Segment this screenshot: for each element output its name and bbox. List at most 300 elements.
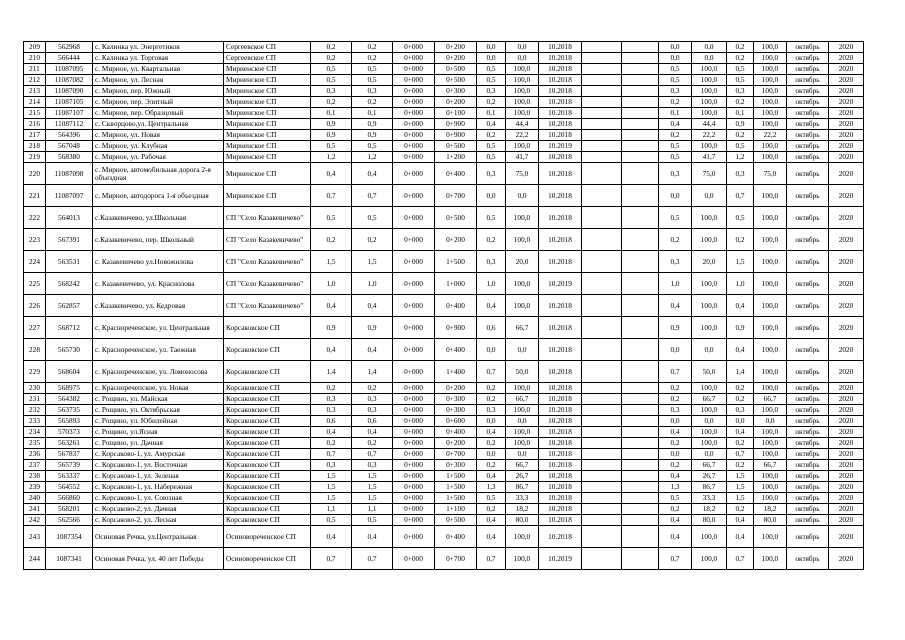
cell-percent-b: 100,0	[692, 86, 727, 97]
cell-road-name: с. Калинка ул. Торговая	[93, 53, 224, 64]
cell-value-c: 0,2	[727, 130, 754, 141]
cell-length-km: 0,4	[352, 339, 393, 361]
cell-value-b: 0,3	[659, 405, 692, 416]
cell-percent-a: 100,0	[506, 97, 539, 108]
cell-percent-b: 26,7	[692, 471, 727, 482]
cell-settlement: Корсаковское СП	[224, 383, 311, 394]
cell-row-number: 237	[24, 460, 46, 471]
cell-date: 10.2018	[539, 295, 582, 317]
cell-value-c: 0,5	[727, 207, 754, 229]
cell-percent-c: 100,0	[754, 482, 787, 493]
cell-empty-1	[582, 64, 622, 75]
cell-date: 10.2018	[539, 361, 582, 383]
cell-year: 2020	[829, 97, 864, 108]
cell-length-total: 0,5	[311, 207, 352, 229]
cell-value-a: 0,5	[477, 141, 506, 152]
cell-road-name: с. Корсаково-1, ул. Союзная	[93, 493, 224, 504]
cell-length-km: 0,9	[352, 317, 393, 339]
cell-date: 10.2018	[539, 108, 582, 119]
cell-month: октябрь	[787, 449, 829, 460]
cell-percent-a: 0,0	[506, 339, 539, 361]
cell-row-number: 232	[24, 405, 46, 416]
cell-value-a: 0,2	[477, 383, 506, 394]
table-row	[24, 119, 864, 130]
cell-road-id: 11087095	[46, 64, 93, 75]
cell-empty-1	[582, 251, 622, 273]
cell-percent-b: 100,0	[692, 405, 727, 416]
cell-value-c: 1,5	[727, 493, 754, 504]
cell-month: октябрь	[787, 75, 829, 86]
cell-percent-b: 100,0	[692, 108, 727, 119]
cell-start-km: 0+000	[393, 493, 435, 504]
cell-year: 2020	[829, 471, 864, 482]
cell-percent-c: 100,0	[754, 229, 787, 251]
cell-empty-2	[622, 493, 659, 504]
table-row	[24, 53, 864, 64]
cell-percent-a: 0,0	[506, 449, 539, 460]
cell-length-km: 0,2	[352, 42, 393, 53]
cell-end-km: 0+200	[435, 229, 477, 251]
cell-empty-1	[582, 273, 622, 295]
cell-percent-a: 100,0	[506, 526, 539, 548]
cell-row-number: 215	[24, 108, 46, 119]
cell-date: 10.2019	[539, 273, 582, 295]
cell-percent-c: 66,7	[754, 460, 787, 471]
cell-value-a: 0,5	[477, 152, 506, 163]
cell-end-km: 1+500	[435, 251, 477, 273]
cell-empty-2	[622, 427, 659, 438]
cell-value-b: 0,2	[659, 383, 692, 394]
cell-row-number: 233	[24, 416, 46, 427]
table-row	[24, 86, 864, 97]
cell-end-km: 0+500	[435, 75, 477, 86]
cell-month: октябрь	[787, 295, 829, 317]
cell-percent-b: 0,0	[692, 449, 727, 460]
cell-end-km: 0+900	[435, 317, 477, 339]
cell-road-name: с. Калинка ул. Энергетиков	[93, 42, 224, 53]
cell-empty-1	[582, 163, 622, 185]
cell-value-b: 0,0	[659, 185, 692, 207]
cell-year: 2020	[829, 515, 864, 526]
cell-year: 2020	[829, 86, 864, 97]
cell-percent-c: 80,0	[754, 515, 787, 526]
cell-start-km: 0+000	[393, 207, 435, 229]
table-row	[24, 361, 864, 383]
cell-value-c: 0,5	[727, 75, 754, 86]
cell-road-name: с. Рощино, ул. Майская	[93, 394, 224, 405]
cell-value-a: 0,4	[477, 515, 506, 526]
cell-end-km: 0+200	[435, 438, 477, 449]
cell-year: 2020	[829, 427, 864, 438]
cell-end-km: 0+200	[435, 42, 477, 53]
cell-road-name: с. Мирное, пер. Южный	[93, 86, 224, 97]
cell-year: 2020	[829, 207, 864, 229]
cell-value-a: 0,2	[477, 460, 506, 471]
cell-row-number: 221	[24, 185, 46, 207]
cell-row-number: 213	[24, 86, 46, 97]
cell-empty-1	[582, 361, 622, 383]
cell-row-number: 230	[24, 383, 46, 394]
cell-start-km: 0+000	[393, 515, 435, 526]
cell-empty-2	[622, 317, 659, 339]
table-row	[24, 493, 864, 504]
cell-empty-2	[622, 75, 659, 86]
cell-percent-c: 100,0	[754, 185, 787, 207]
cell-value-a: 0,2	[477, 438, 506, 449]
cell-length-km: 0,9	[352, 119, 393, 130]
cell-value-b: 0,2	[659, 460, 692, 471]
cell-row-number: 228	[24, 339, 46, 361]
cell-length-total: 0,2	[311, 97, 352, 108]
cell-value-c: 1,5	[727, 471, 754, 482]
cell-end-km: 1+100	[435, 504, 477, 515]
cell-percent-a: 100,0	[506, 405, 539, 416]
cell-road-id: 566444	[46, 53, 93, 64]
cell-length-km: 0,3	[352, 405, 393, 416]
cell-date: 10.2018	[539, 163, 582, 185]
cell-empty-1	[582, 526, 622, 548]
cell-road-id: 568975	[46, 383, 93, 394]
cell-value-b: 0,1	[659, 108, 692, 119]
cell-settlement: Корсаковское СП	[224, 471, 311, 482]
cell-empty-2	[622, 405, 659, 416]
cell-road-id: 563735	[46, 405, 93, 416]
cell-percent-a: 0,0	[506, 185, 539, 207]
cell-row-number: 229	[24, 361, 46, 383]
cell-month: октябрь	[787, 185, 829, 207]
cell-percent-b: 100,0	[692, 229, 727, 251]
cell-length-total: 0,3	[311, 394, 352, 405]
cell-value-b: 0,2	[659, 130, 692, 141]
cell-date: 10.2018	[539, 427, 582, 438]
cell-length-km: 0,3	[352, 394, 393, 405]
cell-value-c: 0,5	[727, 64, 754, 75]
cell-value-c: 0,4	[727, 295, 754, 317]
cell-percent-a: 100,0	[506, 207, 539, 229]
cell-percent-b: 66,7	[692, 460, 727, 471]
cell-year: 2020	[829, 438, 864, 449]
cell-road-id: 565739	[46, 460, 93, 471]
cell-empty-1	[582, 119, 622, 130]
cell-month: октябрь	[787, 339, 829, 361]
cell-percent-a: 100,0	[506, 229, 539, 251]
cell-empty-2	[622, 515, 659, 526]
cell-value-c: 0,4	[727, 515, 754, 526]
cell-date: 10.2018	[539, 394, 582, 405]
cell-value-a: 0,0	[477, 416, 506, 427]
cell-value-c: 0,9	[727, 119, 754, 130]
cell-percent-c: 100,0	[754, 207, 787, 229]
table-row	[24, 416, 864, 427]
cell-row-number: 211	[24, 64, 46, 75]
cell-year: 2020	[829, 548, 864, 570]
cell-year: 2020	[829, 141, 864, 152]
cell-empty-1	[582, 394, 622, 405]
cell-empty-1	[582, 53, 622, 64]
cell-road-id: 564552	[46, 482, 93, 493]
cell-year: 2020	[829, 504, 864, 515]
cell-start-km: 0+000	[393, 141, 435, 152]
cell-percent-c: 100,0	[754, 405, 787, 416]
cell-percent-c: 100,0	[754, 526, 787, 548]
cell-length-km: 1,4	[352, 361, 393, 383]
cell-settlement: Корсаковское СП	[224, 504, 311, 515]
cell-month: октябрь	[787, 207, 829, 229]
cell-month: октябрь	[787, 42, 829, 53]
cell-value-c: 0,2	[727, 460, 754, 471]
cell-percent-a: 100,0	[506, 64, 539, 75]
table-row	[24, 75, 864, 86]
cell-empty-2	[622, 361, 659, 383]
cell-month: октябрь	[787, 97, 829, 108]
cell-percent-b: 0,0	[692, 53, 727, 64]
cell-percent-c: 100,0	[754, 42, 787, 53]
cell-value-a: 0,4	[477, 526, 506, 548]
cell-settlement: Мирненское СП	[224, 108, 311, 119]
cell-end-km: 0+500	[435, 207, 477, 229]
cell-month: октябрь	[787, 504, 829, 515]
cell-end-km: 1+400	[435, 361, 477, 383]
cell-length-km: 0,5	[352, 64, 393, 75]
cell-road-name: с. Корсаково-1, ул. Амурская	[93, 449, 224, 460]
cell-length-total: 0,7	[311, 185, 352, 207]
cell-percent-b: 100,0	[692, 273, 727, 295]
table-row	[24, 504, 864, 515]
cell-date: 10.2018	[539, 251, 582, 273]
cell-percent-c: 100,0	[754, 64, 787, 75]
cell-length-km: 0,2	[352, 53, 393, 64]
cell-length-total: 0,2	[311, 229, 352, 251]
cell-percent-b: 0,0	[692, 339, 727, 361]
cell-percent-a: 100,0	[506, 295, 539, 317]
cell-start-km: 0+000	[393, 86, 435, 97]
cell-year: 2020	[829, 75, 864, 86]
cell-road-name: с. Мирное, ул. Квартальная	[93, 64, 224, 75]
table-row	[24, 64, 864, 75]
cell-percent-b: 20,0	[692, 251, 727, 273]
cell-length-km: 0,5	[352, 207, 393, 229]
cell-value-b: 0,0	[659, 416, 692, 427]
cell-empty-2	[622, 526, 659, 548]
cell-percent-c: 100,0	[754, 273, 787, 295]
cell-row-number: 212	[24, 75, 46, 86]
cell-empty-2	[622, 295, 659, 317]
cell-empty-1	[582, 460, 622, 471]
cell-settlement: Корсаковское СП	[224, 394, 311, 405]
cell-value-a: 0,3	[477, 405, 506, 416]
cell-length-total: 0,9	[311, 130, 352, 141]
cell-year: 2020	[829, 53, 864, 64]
cell-road-name: с. Скворцово,ул. Центральная	[93, 119, 224, 130]
table-row	[24, 42, 864, 53]
cell-empty-2	[622, 449, 659, 460]
cell-year: 2020	[829, 273, 864, 295]
cell-end-km: 0+400	[435, 163, 477, 185]
cell-start-km: 0+000	[393, 526, 435, 548]
cell-year: 2020	[829, 416, 864, 427]
cell-settlement: Корсаковское СП	[224, 493, 311, 504]
cell-settlement: Сергеевское СП	[224, 53, 311, 64]
cell-length-total: 0,1	[311, 108, 352, 119]
cell-year: 2020	[829, 251, 864, 273]
cell-empty-2	[622, 207, 659, 229]
cell-settlement: Мирненское СП	[224, 152, 311, 163]
cell-length-km: 0,4	[352, 526, 393, 548]
cell-length-km: 0,5	[352, 141, 393, 152]
cell-month: октябрь	[787, 141, 829, 152]
cell-date: 10.2018	[539, 339, 582, 361]
cell-start-km: 0+000	[393, 405, 435, 416]
cell-value-c: 0,0	[727, 416, 754, 427]
cell-percent-b: 100,0	[692, 383, 727, 394]
cell-length-total: 0,2	[311, 53, 352, 64]
cell-value-a: 0,2	[477, 130, 506, 141]
cell-road-name: Осиновая Речка, ул. 40 лет Победы	[93, 548, 224, 570]
cell-end-km: 0+200	[435, 53, 477, 64]
cell-length-total: 0,2	[311, 42, 352, 53]
cell-year: 2020	[829, 493, 864, 504]
cell-length-total: 1,5	[311, 471, 352, 482]
cell-date: 10.2018	[539, 460, 582, 471]
cell-percent-b: 86,7	[692, 482, 727, 493]
table-row	[24, 383, 864, 394]
cell-value-a: 0,3	[477, 86, 506, 97]
table-row	[24, 273, 864, 295]
cell-date: 10.2018	[539, 119, 582, 130]
cell-settlement: СП "Село Казакевичево"	[224, 207, 311, 229]
cell-value-c: 0,3	[727, 163, 754, 185]
cell-year: 2020	[829, 295, 864, 317]
cell-date: 10.2018	[539, 493, 582, 504]
cell-start-km: 0+000	[393, 75, 435, 86]
cell-value-c: 1,4	[727, 361, 754, 383]
cell-value-b: 0,0	[659, 53, 692, 64]
cell-empty-1	[582, 229, 622, 251]
cell-year: 2020	[829, 163, 864, 185]
cell-length-total: 1,5	[311, 251, 352, 273]
cell-empty-1	[582, 383, 622, 394]
cell-empty-2	[622, 482, 659, 493]
cell-start-km: 0+000	[393, 251, 435, 273]
cell-empty-1	[582, 130, 622, 141]
cell-length-km: 0,3	[352, 86, 393, 97]
cell-year: 2020	[829, 526, 864, 548]
cell-value-b: 1,0	[659, 273, 692, 295]
cell-percent-c: 100,0	[754, 438, 787, 449]
cell-year: 2020	[829, 460, 864, 471]
cell-end-km: 0+600	[435, 416, 477, 427]
cell-road-name: с. Корсаково-2, ул. Дачная	[93, 504, 224, 515]
cell-percent-a: 100,0	[506, 108, 539, 119]
cell-date: 10.2018	[539, 130, 582, 141]
cell-settlement: Корсаковское СП	[224, 405, 311, 416]
cell-percent-a: 75,0	[506, 163, 539, 185]
cell-settlement: Корсаковское СП	[224, 339, 311, 361]
cell-length-km: 0,2	[352, 383, 393, 394]
cell-percent-b: 75,0	[692, 163, 727, 185]
cell-length-total: 1,5	[311, 493, 352, 504]
cell-road-id: 566860	[46, 493, 93, 504]
cell-empty-1	[582, 548, 622, 570]
cell-settlement: Мирненское СП	[224, 141, 311, 152]
cell-percent-b: 100,0	[692, 438, 727, 449]
cell-month: октябрь	[787, 361, 829, 383]
cell-percent-b: 0,0	[692, 42, 727, 53]
cell-value-c: 0,4	[727, 427, 754, 438]
cell-road-name: с. Корсаково-1, ул. Набережная	[93, 482, 224, 493]
cell-empty-1	[582, 75, 622, 86]
cell-row-number: 236	[24, 449, 46, 460]
cell-end-km: 0+900	[435, 130, 477, 141]
cell-empty-1	[582, 339, 622, 361]
cell-percent-b: 100,0	[692, 97, 727, 108]
cell-length-total: 0,5	[311, 141, 352, 152]
cell-value-c: 0,9	[727, 317, 754, 339]
cell-empty-1	[582, 152, 622, 163]
cell-percent-c: 100,0	[754, 97, 787, 108]
table-row	[24, 515, 864, 526]
cell-settlement: Мирненское СП	[224, 130, 311, 141]
cell-length-total: 0,3	[311, 405, 352, 416]
cell-month: октябрь	[787, 108, 829, 119]
cell-road-name: с. Мирное, пер. Образцовый	[93, 108, 224, 119]
table-row	[24, 97, 864, 108]
cell-row-number: 231	[24, 394, 46, 405]
cell-road-id: 570373	[46, 427, 93, 438]
cell-empty-2	[622, 504, 659, 515]
cell-settlement: Корсаковское СП	[224, 427, 311, 438]
cell-road-name: с. Краснореченское, ул. Таежная	[93, 339, 224, 361]
cell-value-c: 0,4	[727, 339, 754, 361]
cell-start-km: 0+000	[393, 394, 435, 405]
cell-percent-c: 100,0	[754, 86, 787, 97]
cell-percent-b: 100,0	[692, 427, 727, 438]
cell-settlement: Корсаковское СП	[224, 482, 311, 493]
cell-settlement: Корсаковское СП	[224, 460, 311, 471]
cell-length-km: 1,5	[352, 482, 393, 493]
cell-year: 2020	[829, 394, 864, 405]
cell-value-c: 1,5	[727, 251, 754, 273]
cell-empty-2	[622, 548, 659, 570]
table-row	[24, 251, 864, 273]
cell-empty-1	[582, 427, 622, 438]
cell-end-km: 0+500	[435, 141, 477, 152]
cell-value-b: 0,2	[659, 97, 692, 108]
cell-end-km: 0+200	[435, 97, 477, 108]
cell-length-km: 1,5	[352, 493, 393, 504]
cell-month: октябрь	[787, 86, 829, 97]
cell-road-name: с. Казакевичево, ул. Краснолова	[93, 273, 224, 295]
cell-year: 2020	[829, 130, 864, 141]
cell-empty-1	[582, 438, 622, 449]
table-row	[24, 339, 864, 361]
cell-road-name: с. Краснореченское, ул. Центральная	[93, 317, 224, 339]
cell-percent-a: 66,7	[506, 394, 539, 405]
cell-start-km: 0+000	[393, 229, 435, 251]
cell-value-b: 0,4	[659, 427, 692, 438]
cell-percent-a: 22,2	[506, 130, 539, 141]
cell-end-km: 0+200	[435, 383, 477, 394]
cell-length-total: 0,4	[311, 163, 352, 185]
cell-percent-c: 100,0	[754, 471, 787, 482]
cell-empty-1	[582, 185, 622, 207]
table-row	[24, 185, 864, 207]
cell-end-km: 0+100	[435, 108, 477, 119]
cell-empty-2	[622, 185, 659, 207]
cell-road-name: с. Рощино, ул.Ясная	[93, 427, 224, 438]
cell-settlement: Мирненское СП	[224, 185, 311, 207]
cell-value-c: 0,2	[727, 504, 754, 515]
